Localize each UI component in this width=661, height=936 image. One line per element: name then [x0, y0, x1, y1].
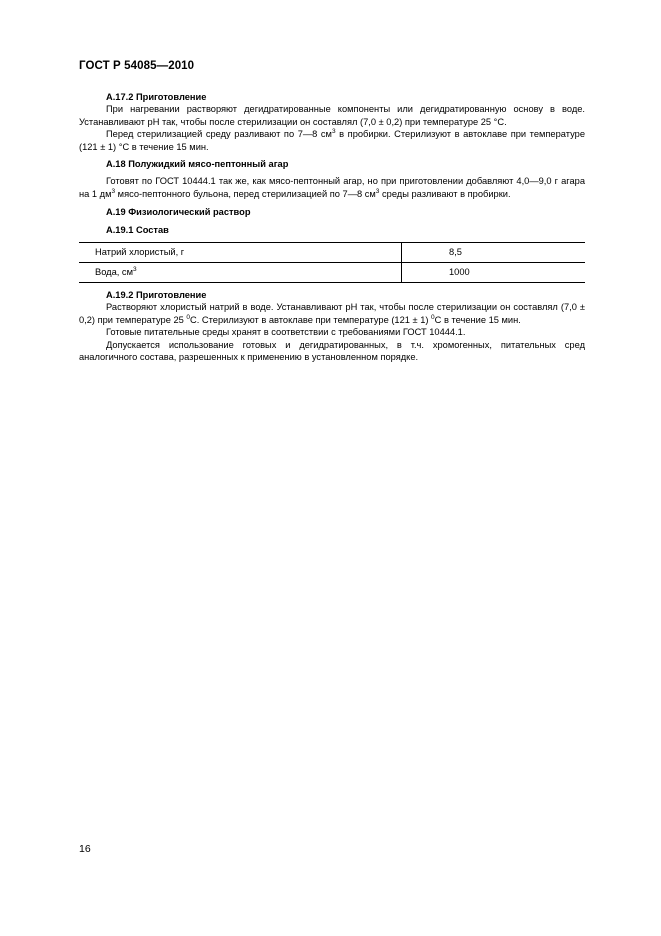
superscript: 3: [132, 266, 137, 274]
table-cell-name: [79, 263, 402, 283]
text-segment: Перед стерилизацией среду разливают по 7—8 см: [106, 129, 332, 140]
ingredient-name: Вода, см: [95, 267, 133, 278]
superscript: 3: [331, 128, 336, 136]
paragraph: [79, 128, 585, 153]
superscript: 0: [431, 313, 435, 321]
superscript: 3: [375, 187, 380, 195]
text-segment: мясо-пептонного бульона, перед стерилизацией по 7—8 см: [115, 188, 376, 199]
paragraph: Готовые питательные среды хранят в соответствии с требованиями ГОСТ 10444.1.: [106, 327, 466, 338]
paragraph: [79, 175, 585, 200]
page-number: 16: [79, 843, 91, 855]
document-header: ГОСТ Р 54085—2010: [79, 60, 195, 72]
section-heading-a19-1: А.19.1 Состав: [106, 224, 169, 235]
text-segment: среды разливают в пробирки.: [379, 188, 511, 199]
text-segment: С в течение 15 мин.: [434, 314, 521, 325]
paragraph: [79, 301, 585, 326]
composition-table: [79, 242, 585, 283]
table-row: [79, 243, 585, 263]
section-heading-a17-2: А.17.2 Приготовление: [106, 92, 207, 102]
paragraph: Допускается использование готовых и дегидратированных, в т.ч. хромогенных, питательных сред аналогичного состава, разрешенных к применению в установленном порядке.: [79, 339, 585, 363]
superscript: 0: [186, 313, 191, 321]
paragraph: При нагревании растворяют дегидратированные компоненты или дегидратированную основу в воде. Устанавливают pH так, чтобы после стерилизации он составлял (7,0 ± 0,2) при температуре 25 °С.: [79, 104, 585, 127]
table-cell-value: 8,5: [402, 243, 586, 263]
text-segment: в пробирки. Стерилизуют в автоклаве при температуре (121 ± 1) °С в течение 15 мин.: [79, 129, 585, 152]
table-cell-value: 1000: [402, 263, 586, 283]
section-heading-a18: А.18 Полужидкий мясо-пептонный агар: [106, 159, 289, 170]
text-segment: С. Стерилизуют в автоклаве при температуре (121 ± 1): [190, 314, 432, 325]
text-segment: Растворяют хлористый натрий в воде. Устанавливают pH так, чтобы после стерилизации он составлял (7,0 ± 0,2) при температуре 25: [79, 302, 585, 325]
ingredient-name: Натрий хлористый, г: [95, 247, 185, 258]
section-heading-a19: А.19 Физиологический раствор: [106, 207, 251, 218]
document-body: [79, 91, 585, 364]
section-heading-a19-2: А.19.2 Приготовление: [106, 290, 207, 301]
table-cell-name: [79, 243, 402, 263]
table-row: [79, 263, 585, 283]
superscript: 3: [111, 187, 116, 195]
text-segment: Готовят по ГОСТ 10444.1 так же, как мясо-пептонный агар, но при приготовлении добавляют 4,0—9,0 г агара на 1 дм: [79, 176, 585, 199]
